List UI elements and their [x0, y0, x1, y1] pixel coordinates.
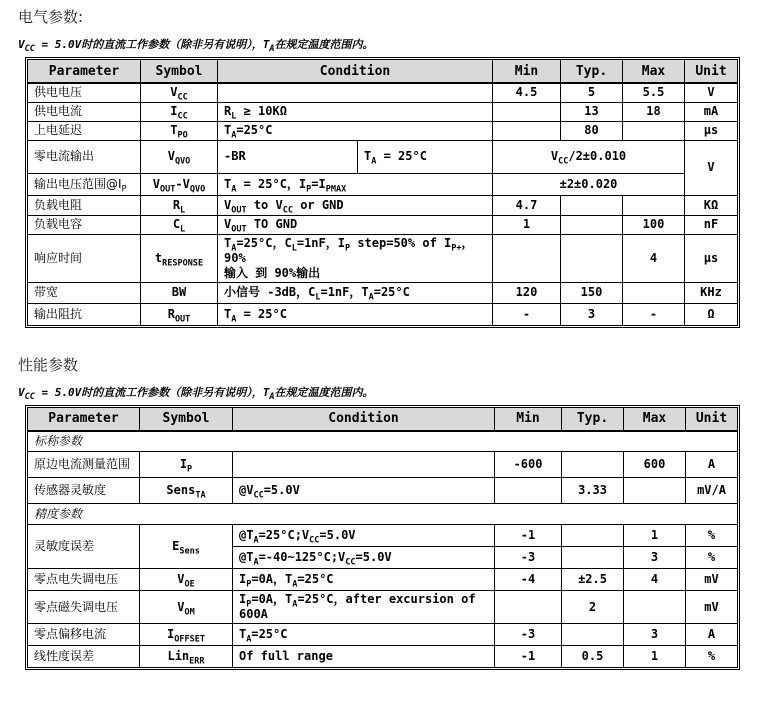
unit-cell: mV/A [686, 478, 738, 504]
value-cell: - [623, 303, 685, 325]
condition-cell: $@V_{CC}=5.0V$ [233, 478, 495, 504]
performance-parameters-table-border [25, 405, 740, 671]
value-cell: -3 [495, 547, 562, 569]
table-row [28, 195, 738, 215]
condition-cell: 小信号 -3dB，$C_L=1nF$，$T_A=25^\circ C$ [218, 282, 493, 303]
parameter-cell: 传感器灵敏度 [28, 478, 140, 504]
unit-cell: μs [685, 121, 738, 140]
value-cell: 3.33 [562, 478, 624, 504]
value-cell [493, 102, 561, 121]
symbol-cell: $V_{OE}$ [140, 569, 233, 591]
value-cell: 120 [493, 282, 561, 303]
parameter-cell: 上电延迟 [28, 121, 141, 140]
symbol-cell: $V_{OUT}-V_{QVO}$ [141, 173, 218, 195]
parameter-cell: 线性度误差 [28, 646, 140, 668]
value-cell: 150 [561, 282, 623, 303]
condition-cell: $I_P=0A$，$T_A=25^\circ C$ [233, 569, 495, 591]
unit-cell: Ω [685, 303, 738, 325]
value-cell: 600 [624, 452, 686, 478]
value-cell [623, 121, 685, 140]
unit-cell: V [685, 140, 738, 195]
parameter-cell: 零点磁失调电压 [28, 591, 140, 624]
table-row [28, 121, 738, 140]
value-cell: -1 [495, 525, 562, 547]
value-cell: ±2±0.020 [493, 173, 685, 195]
section-electrical-parameters [18, 8, 763, 332]
parameter-cell: 零点电失调电压 [28, 569, 140, 591]
table-row [28, 234, 738, 282]
unit-cell: μs [685, 234, 738, 282]
table-row [28, 525, 738, 547]
symbol-cell: $I_{OFFSET}$ [140, 624, 233, 646]
condition-cell: $T_A=25^\circ C$，$C_L=1nF$，$I_P$ step=50% of $I_{P+}$，90% 输入 到 90%输出 [218, 234, 493, 282]
col-header-min: Min [495, 407, 562, 431]
section-subtitle: $V_{CC} = 5.0V$时的直流工作参数（除非另有说明），$T_A$在规定温度范围内。 [18, 38, 374, 55]
value-cell: 3 [561, 303, 623, 325]
symbol-cell: $E_{Sens}$ [140, 525, 233, 569]
value-cell [562, 525, 624, 547]
symbol-cell: $I_P$ [140, 452, 233, 478]
table-row [28, 173, 738, 195]
parameter-cell: 输出电压范围$@I_P$ [28, 173, 141, 195]
symbol-cell: $R_L$ [141, 195, 218, 215]
value-cell: 5 [561, 83, 623, 102]
parameter-cell: 负载电阻 [28, 195, 141, 215]
col-header-parameter: Parameter [28, 60, 141, 84]
col-header-condition: Condition [233, 407, 495, 431]
unit-cell: KΩ [685, 195, 738, 215]
unit-cell: mV [686, 569, 738, 591]
section-subtitle: $V_{CC} = 5.0V$时的直流工作参数（除非另有说明），$T_A$在规定温度范围内。 [18, 385, 374, 402]
value-cell [493, 234, 561, 282]
condition-cell: $T_A = 25^\circ C$ [218, 303, 493, 325]
col-header-symbol: Symbol [140, 407, 233, 431]
parameter-cell: 输出阻抗 [28, 303, 141, 325]
section-performance-parameters [18, 356, 763, 675]
value-cell [561, 195, 623, 215]
value-cell: 18 [623, 102, 685, 121]
value-cell: 3 [624, 624, 686, 646]
condition-cell: Of full range [233, 646, 495, 668]
unit-cell: KHz [685, 282, 738, 303]
value-cell: -3 [495, 624, 562, 646]
value-cell: $V_{CC}/2\pm 0.010$ [493, 140, 685, 173]
parameter-cell: 零点偏移电流 [28, 624, 140, 646]
condition-cell: $R_L \ge 10K\Omega$ [218, 102, 493, 121]
parameter-cell: 原边电流测量范围 [28, 452, 140, 478]
parameter-cell: 带宽 [28, 282, 141, 303]
col-header-condition: Condition [218, 60, 493, 84]
table-row [28, 478, 738, 504]
condition-cell: $I_P=0A$，$T_A=25^\circ C$，after excursion of 600A [233, 591, 495, 624]
table-row [28, 431, 738, 452]
col-header-parameter: Parameter [28, 407, 140, 431]
value-cell: 2 [562, 591, 624, 624]
value-cell: 80 [561, 121, 623, 140]
unit-cell: % [686, 646, 738, 668]
condition-cell: $T_A = 25^\circ C$ [358, 140, 493, 173]
table-row [28, 303, 738, 325]
condition-cell [218, 83, 493, 102]
value-cell [493, 121, 561, 140]
unit-cell: % [686, 547, 738, 569]
value-cell: 5.5 [623, 83, 685, 102]
value-cell: 4.7 [493, 195, 561, 215]
symbol-cell: $t_{RESPONSE}$ [141, 234, 218, 282]
value-cell [562, 624, 624, 646]
value-cell: 1 [624, 646, 686, 668]
parameter-cell: 零电流输出 [28, 140, 141, 173]
unit-cell: nF [685, 215, 738, 234]
electrical-parameters-table [27, 59, 738, 326]
value-cell [623, 195, 685, 215]
table-row [28, 83, 738, 102]
value-cell: ±2.5 [562, 569, 624, 591]
value-cell [623, 282, 685, 303]
col-header-typ: Typ. [561, 60, 623, 84]
table-row [28, 624, 738, 646]
col-header-max: Max [624, 407, 686, 431]
unit-cell: mA [685, 102, 738, 121]
value-cell [624, 591, 686, 624]
condition-cell: $@T_A=25^\circ C;V_{CC}=5.0V$ [233, 525, 495, 547]
table-row [28, 569, 738, 591]
col-header-unit: Unit [686, 407, 738, 431]
condition-cell: -BR [218, 140, 358, 173]
symbol-cell: $V_{CC}$ [141, 83, 218, 102]
table-row [28, 646, 738, 668]
value-cell: 0.5 [562, 646, 624, 668]
condition-cell: $@T_A=-40\sim 125^\circ C;V_{CC}=5.0V$ [233, 547, 495, 569]
unit-cell: % [686, 525, 738, 547]
section-title: 电气参数: [18, 8, 84, 26]
parameter-cell: 负载电容 [28, 215, 141, 234]
symbol-cell: Lin$_{ERR}$ [140, 646, 233, 668]
value-cell: - [493, 303, 561, 325]
condition-cell: $T_A=25^\circ C$ [218, 121, 493, 140]
value-cell [561, 215, 623, 234]
parameter-cell: 灵敏度误差 [28, 525, 140, 569]
value-cell: 13 [561, 102, 623, 121]
condition-cell [233, 452, 495, 478]
condition-cell: $T_A=25^\circ C$ [233, 624, 495, 646]
symbol-cell: Sens$_{TA}$ [140, 478, 233, 504]
value-cell: -4 [495, 569, 562, 591]
condition-cell: $V_{OUT}$ TO GND [218, 215, 493, 234]
condition-cell: $T_A = 25^\circ C$，$I_P=I_{PMAX}$ [218, 173, 493, 195]
col-header-typ: Typ. [562, 407, 624, 431]
performance-parameters-table [27, 407, 738, 669]
condition-cell: $V_{OUT}$ to $V_{CC}$ or GND [218, 195, 493, 215]
table-row [28, 452, 738, 478]
col-header-symbol: Symbol [141, 60, 218, 84]
value-cell [562, 452, 624, 478]
value-cell [561, 234, 623, 282]
unit-cell: A [686, 452, 738, 478]
value-cell [562, 547, 624, 569]
section-title: 性能参数 [18, 355, 79, 374]
subsection-row: 标称参数 [28, 431, 738, 452]
unit-cell: V [685, 83, 738, 102]
table-row [28, 282, 738, 303]
symbol-cell: $I_{CC}$ [141, 102, 218, 121]
col-header-max: Max [623, 60, 685, 84]
value-cell: 4 [623, 234, 685, 282]
value-cell: -600 [495, 452, 562, 478]
table-row [28, 140, 738, 173]
header-row [28, 407, 738, 431]
table-row [28, 102, 738, 121]
header-row [28, 60, 738, 84]
subsection-row: 精度参数 [28, 504, 738, 525]
parameter-cell: 供电电压 [28, 83, 141, 102]
table-row [28, 591, 738, 624]
parameter-cell: 响应时间 [28, 234, 141, 282]
unit-cell: A [686, 624, 738, 646]
value-cell: 100 [623, 215, 685, 234]
value-cell: 4.5 [493, 83, 561, 102]
parameter-cell: 供电电流 [28, 102, 141, 121]
value-cell: 1 [624, 525, 686, 547]
value-cell: 4 [624, 569, 686, 591]
symbol-cell: $T_{PO}$ [141, 121, 218, 140]
symbol-cell: $R_{OUT}$ [141, 303, 218, 325]
value-cell: 3 [624, 547, 686, 569]
symbol-cell: $V_{QVO}$ [141, 140, 218, 173]
value-cell [624, 478, 686, 504]
value-cell [495, 478, 562, 504]
value-cell [495, 591, 562, 624]
col-header-min: Min [493, 60, 561, 84]
table-row [28, 504, 738, 525]
symbol-cell: $C_L$ [141, 215, 218, 234]
unit-cell: mV [686, 591, 738, 624]
value-cell: 1 [493, 215, 561, 234]
symbol-cell: $V_{OM}$ [140, 591, 233, 624]
electrical-parameters-table-border [25, 57, 740, 328]
col-header-unit: Unit [685, 60, 738, 84]
symbol-cell: BW [141, 282, 218, 303]
table-row [28, 215, 738, 234]
value-cell: -1 [495, 646, 562, 668]
